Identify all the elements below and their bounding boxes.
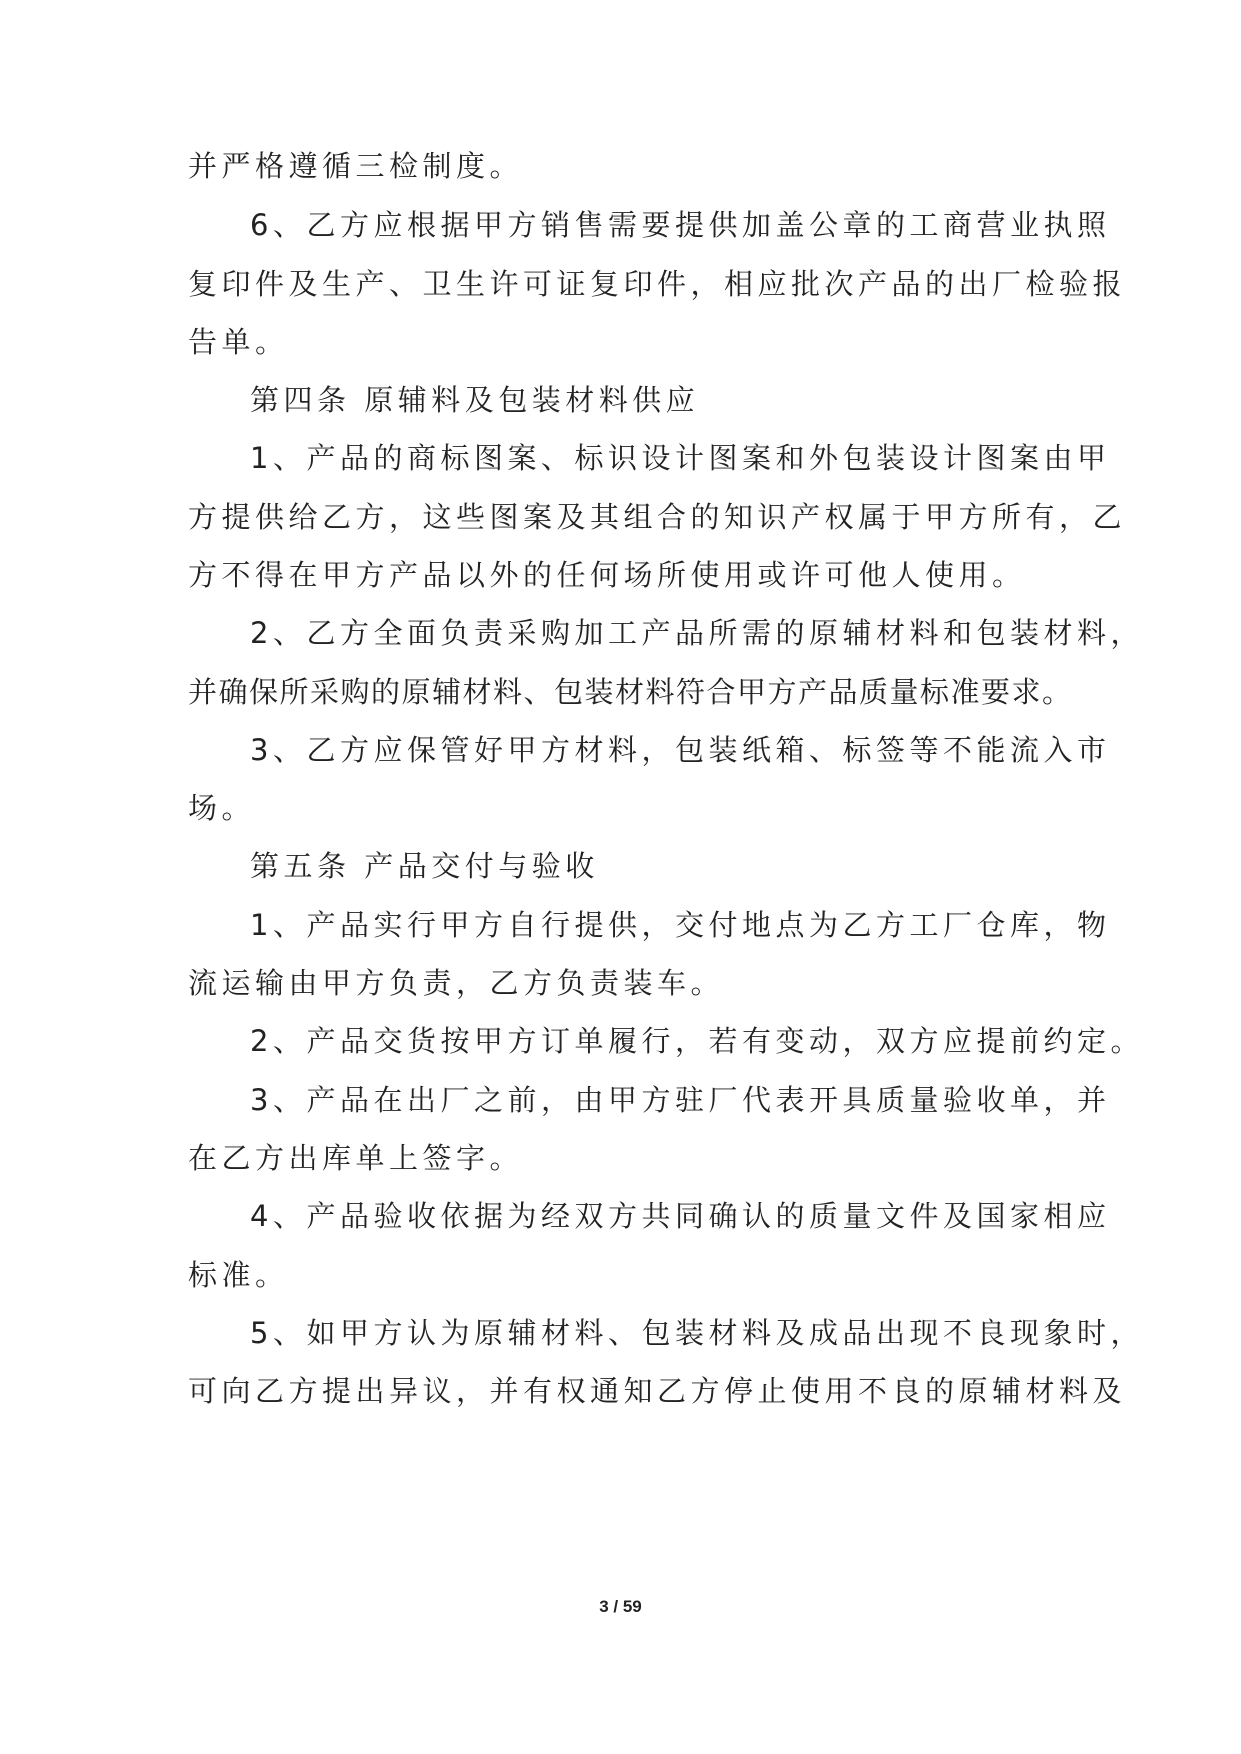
paragraph-line: 3、产品在出厂之前，由甲方驻厂代表开具质量验收单，并 xyxy=(250,1083,1111,1117)
paragraph-line: 2、乙方全面负责采购加工产品所需的原辅材料和包装材料， xyxy=(250,616,1144,650)
paragraph-line: 标准。 xyxy=(188,1258,289,1292)
paragraph-line: 方提供给乙方，这些图案及其组合的知识产权属于甲方所有，乙 xyxy=(188,500,1127,534)
paragraph-line: 流运输由甲方负责，乙方负责装车。 xyxy=(188,966,725,1000)
page-number: 3 / 59 xyxy=(599,1597,642,1616)
paragraph-line: 1、产品的商标图案、标识设计图案和外包装设计图案由甲 xyxy=(250,441,1111,475)
paragraph-line: 场。 xyxy=(188,791,256,825)
paragraph-line: 可向乙方提出异议，并有权通知乙方停止使用不良的原辅材料及 xyxy=(188,1374,1127,1408)
paragraph-line: 6、乙方应根据甲方销售需要提供加盖公章的工商营业执照 xyxy=(250,208,1111,242)
paragraph-line: 方不得在甲方产品以外的任何场所使用或许可他人使用。 xyxy=(188,558,1026,592)
paragraph-line: 2、产品交货按甲方订单履行，若有变动，双方应提前约定。 xyxy=(250,1024,1144,1058)
paragraph-line: 3、乙方应保管好甲方材料，包装纸箱、标签等不能流入市 xyxy=(250,733,1111,767)
paragraph-line: 告单。 xyxy=(188,325,289,359)
paragraph-line: 4、产品验收依据为经双方共同确认的质量文件及国家相应 xyxy=(250,1199,1111,1233)
paragraph-line: 1、产品实行甲方自行提供，交付地点为乙方工厂仓库，物 xyxy=(250,908,1111,942)
paragraph-line: 并严格遵循三检制度。 xyxy=(188,149,524,183)
paragraph-line: 5、如甲方认为原辅材料、包装材料及成品出现不良现象时， xyxy=(250,1316,1144,1350)
section-heading: 第四条 原辅料及包装材料供应 xyxy=(250,383,700,417)
paragraph-line: 复印件及生产、卫生许可证复印件，相应批次产品的出厂检验报 xyxy=(188,267,1127,301)
paragraph-line: 并确保所采购的原辅材料、包装材料符合甲方产品质量标准要求。 xyxy=(188,675,1073,709)
section-heading: 第五条 产品交付与验收 xyxy=(250,849,599,883)
paragraph-line: 在乙方出库单上签字。 xyxy=(188,1141,524,1175)
